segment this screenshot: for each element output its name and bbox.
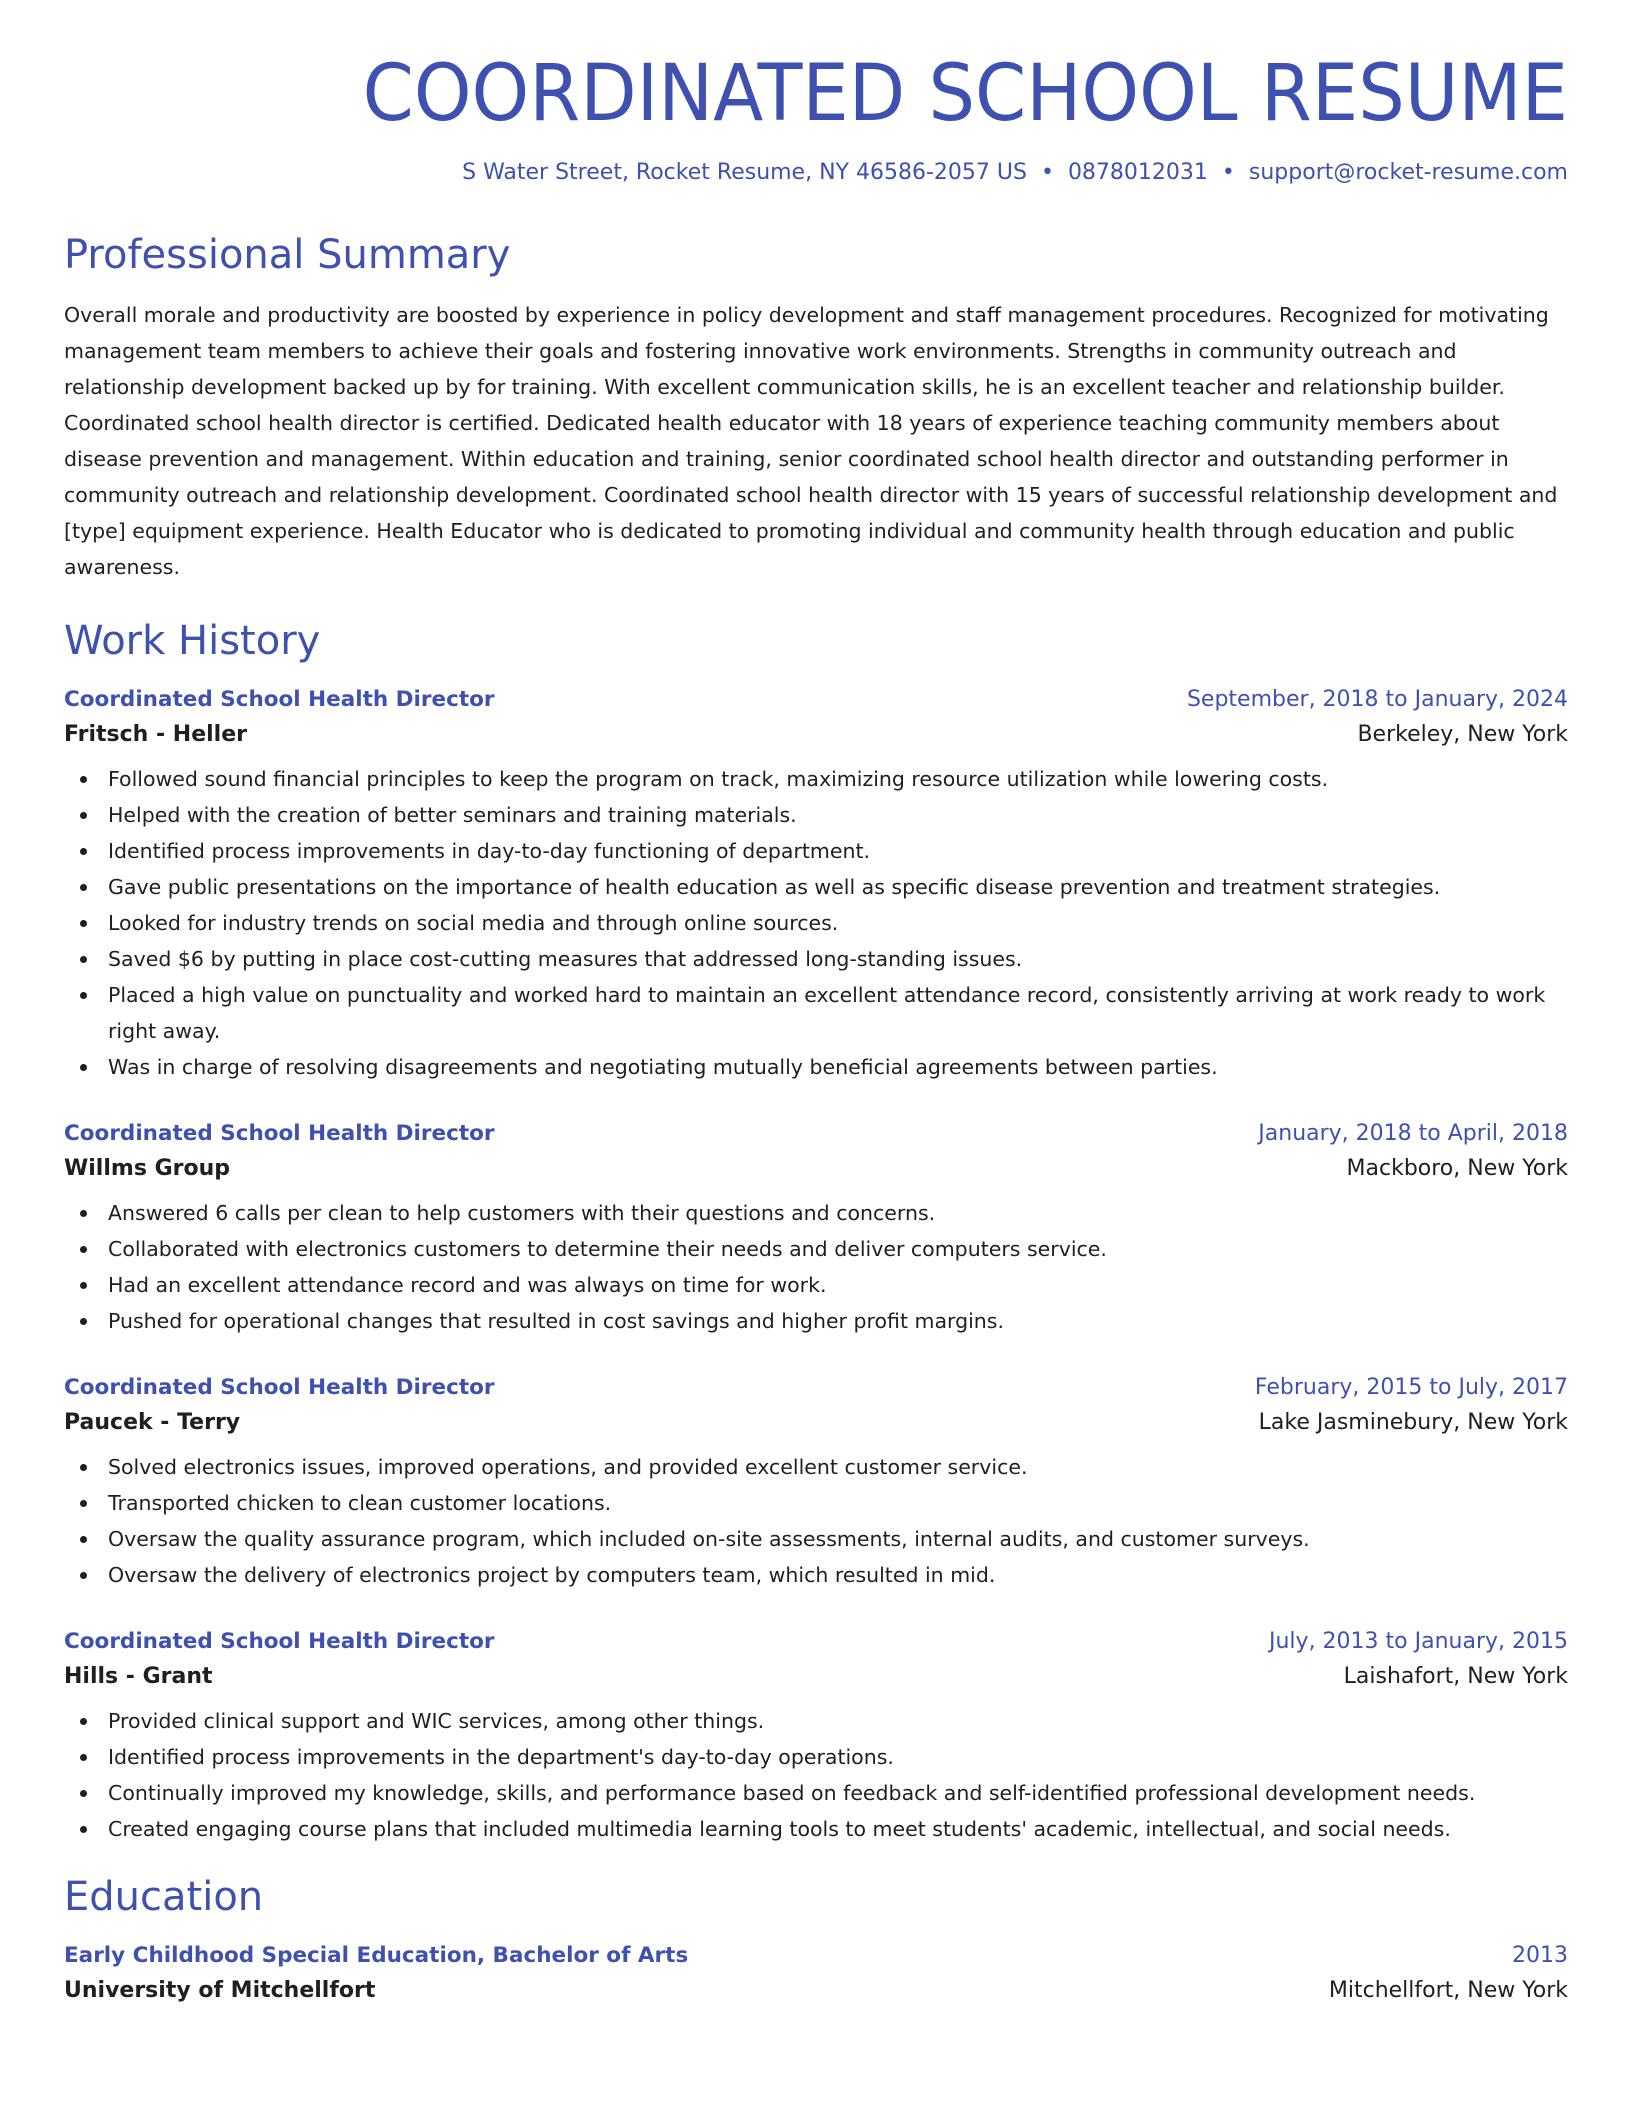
job-title-row [64,1629,1568,1654]
job-title: Coordinated School Health Director [64,1374,495,1400]
job-dates: February, 2015 to July, 2017 [1254,1374,1568,1400]
work-history-section [64,617,1568,1847]
education-location: Mitchellfort, New York [1328,1977,1568,2003]
contact-phone: 0878012031 [1067,159,1208,185]
job-bullet: Followed sound financial principles to keep the program on track, maximizing resource utilization while lowering costs. [64,761,1568,797]
job-bullet: Continually improved my knowledge, skills, and performance based on feedback and self-identified professional development needs. [64,1775,1568,1811]
job-title-row [64,687,1568,712]
job-entry [64,1375,1568,1593]
education-list [64,1943,1568,2003]
job-location: Berkeley, New York [1357,721,1568,747]
jobs-list [64,687,1568,1847]
job-title-row [64,1121,1568,1146]
contact-address: S Water Street, Rocket Resume, NY 46586-2057 US [462,159,1027,185]
job-bullet: Placed a high value on punctuality and worked hard to maintain an excellent attendance record, consistently arriving at work ready to work right away. [64,977,1568,1049]
job-bullet: Had an excellent attendance record and was always on time for work. [64,1267,1568,1303]
job-entry [64,1629,1568,1847]
education-year: 2013 [1512,1942,1568,1968]
job-title: Coordinated School Health Director [64,686,495,712]
resume-name: COORDINATED SCHOOL RESUME [362,49,1568,139]
contact-separator: • [1221,159,1235,185]
job-bullet: Oversaw the delivery of electronics project by computers team, which resulted in mid. [64,1557,1568,1593]
job-employer-row [64,1410,1568,1435]
job-bullet: Provided clinical support and WIC services, among other things. [64,1703,1568,1739]
job-bullet: Answered 6 calls per clean to help customers with their questions and concerns. [64,1195,1568,1231]
job-bullet: Helped with the creation of better seminars and training materials. [64,797,1568,833]
job-location: Lake Jasminebury, New York [1258,1409,1568,1435]
summary-text: Overall morale and productivity are boosted by experience in policy development and staff management procedures. Recognized for motivating management team members to achieve their goals and fostering innovative work environments. Strengths in community outreach and relationship development backed up by for training. With excellent communication skills, he is an excellent teacher and relationship builder. Coordinated school health director is certified. Dedicated health educator with 18 years of experience teaching community members about disease prevention and management. Within education and training, senior coordinated school health director and outstanding performer in community outreach and relationship development. Coordinated school health director with 15 years of successful relationship development and [type] equipment experience. Health Educator who is dedicated to promoting individual and community health through education and public awareness. [64,302,1558,579]
job-bullet: Transported chicken to clean customer locations. [64,1485,1568,1521]
job-bullets [64,1703,1568,1847]
contact-line [64,160,1568,185]
job-bullet: Was in charge of resolving disagreements and negotiating mutually beneficial agreements between parties. [64,1049,1568,1085]
summary-section [64,231,1568,585]
job-bullets [64,1449,1568,1593]
job-bullet: Oversaw the quality assurance program, which included on-site assessments, internal audits, and customer surveys. [64,1521,1568,1557]
job-dates: January, 2018 to April, 2018 [1258,1120,1568,1146]
education-school: University of Mitchellfort [64,1977,376,2003]
job-bullet: Solved electronics issues, improved operations, and provided excellent customer service. [64,1449,1568,1485]
job-employer-row [64,1664,1568,1689]
contact-email[interactable]: support@rocket-resume.com [1248,159,1568,185]
job-employer: Hills - Grant [64,1663,213,1689]
job-employer: Willms Group [64,1155,230,1181]
education-heading: Education [64,1873,264,1920]
job-bullet: Created engaging course plans that included multimedia learning tools to meet students' academic, intellectual, and social needs. [64,1811,1568,1847]
summary-heading: Professional Summary [64,231,511,278]
job-bullets [64,1195,1568,1339]
education-section [64,1873,1568,2003]
education-school-row [64,1978,1568,2003]
job-employer: Fritsch - Heller [64,721,247,747]
job-employer: Paucek - Terry [64,1409,241,1435]
job-title-row [64,1375,1568,1400]
job-dates: September, 2018 to January, 2024 [1186,686,1568,712]
work-history-heading: Work History [64,617,321,664]
job-title: Coordinated School Health Director [64,1628,495,1654]
job-location: Mackboro, New York [1346,1155,1568,1181]
job-bullet: Looked for industry trends on social media and through online sources. [64,905,1568,941]
job-location: Laishafort, New York [1343,1663,1568,1689]
job-bullet: Saved $6 by putting in place cost-cutting measures that addressed long-standing issues. [64,941,1568,977]
education-entry [64,1943,1568,2003]
resume-header [64,0,1568,185]
contact-separator: • [1040,159,1054,185]
job-dates: July, 2013 to January, 2015 [1269,1628,1568,1654]
job-bullet: Identified process improvements in the department's day-to-day operations. [64,1739,1568,1775]
job-bullets [64,761,1568,1085]
job-bullet: Collaborated with electronics customers to determine their needs and deliver computers service. [64,1231,1568,1267]
education-degree: Early Childhood Special Education, Bachelor of Arts [64,1942,689,1968]
job-bullet: Identified process improvements in day-to-day functioning of department. [64,833,1568,869]
job-employer-row [64,1156,1568,1181]
job-bullet: Pushed for operational changes that resulted in cost savings and higher profit margins. [64,1303,1568,1339]
job-entry [64,1121,1568,1339]
job-employer-row [64,722,1568,747]
education-degree-row [64,1943,1568,1968]
job-title: Coordinated School Health Director [64,1120,495,1146]
job-entry [64,687,1568,1085]
job-bullet: Gave public presentations on the importance of health education as well as specific disease prevention and treatment strategies. [64,869,1568,905]
